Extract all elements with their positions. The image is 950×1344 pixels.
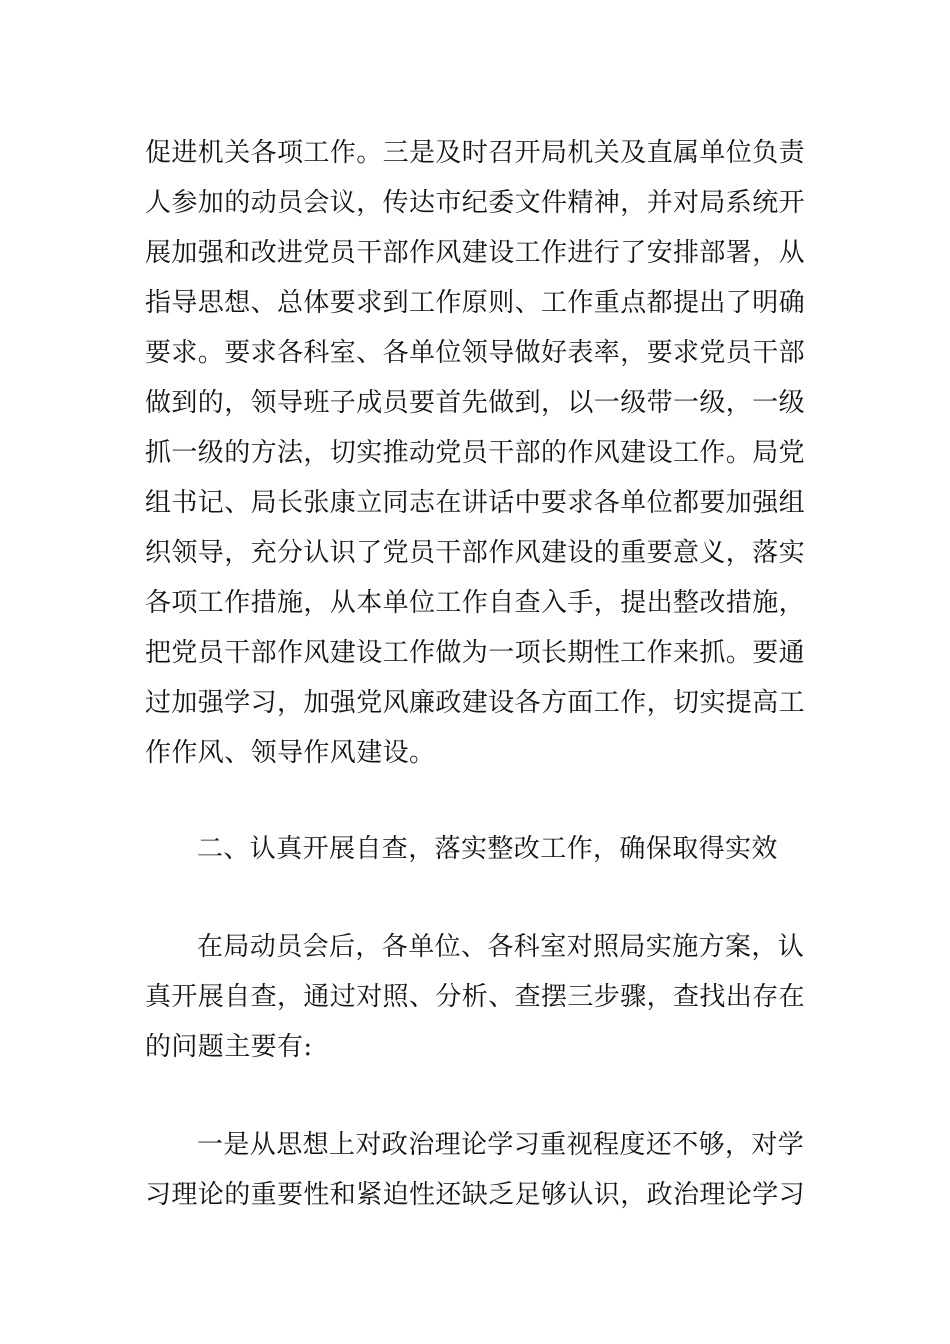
paragraph-continuation: 促进机关各项工作。三是及时召开局机关及直属单位负责人参加的动员会议，传达市纪委文件精神，并对局系统开展加强和改进党员干部作风建设工作进行了安排部署，从指导思想、总体要求到工作原则、工作重点都提出了明确要求。要求各科室、各单位领导做好表率，要求党员干部做到的，领导班子成员要首先做到，以一级带一级，一级抓一级的方法，切实推动党员干部的作风建设工作。局党组书记、局长张康立同志在讲话中要求各单位都要加强组织领导，充分认识了党员干部作风建设的重要意义，落实各项工作措施，从本单位工作自查入手，提出整改措施，把党员干部作风建设工作做为一项长期性工作来抓。要通过加强学习，加强党风廉政建设各方面工作，切实提高工作作风、领导作风建设。: [145, 138, 806, 768]
section-heading: 二、认真开展自查，落实整改工作，确保取得实效: [197, 834, 778, 864]
paragraph-self-check: 在局动员会后，各单位、各科室对照局实施方案，认真开展自查，通过对照、分析、查摆三步骤，查找出存在的问题主要有:: [145, 932, 806, 1062]
paragraph-issue-one: 一是从思想上对政治理论学习重视程度还不够，对学习理论的重要性和紧迫性还缺乏足够认识，政治理论学习: [145, 1130, 806, 1210]
